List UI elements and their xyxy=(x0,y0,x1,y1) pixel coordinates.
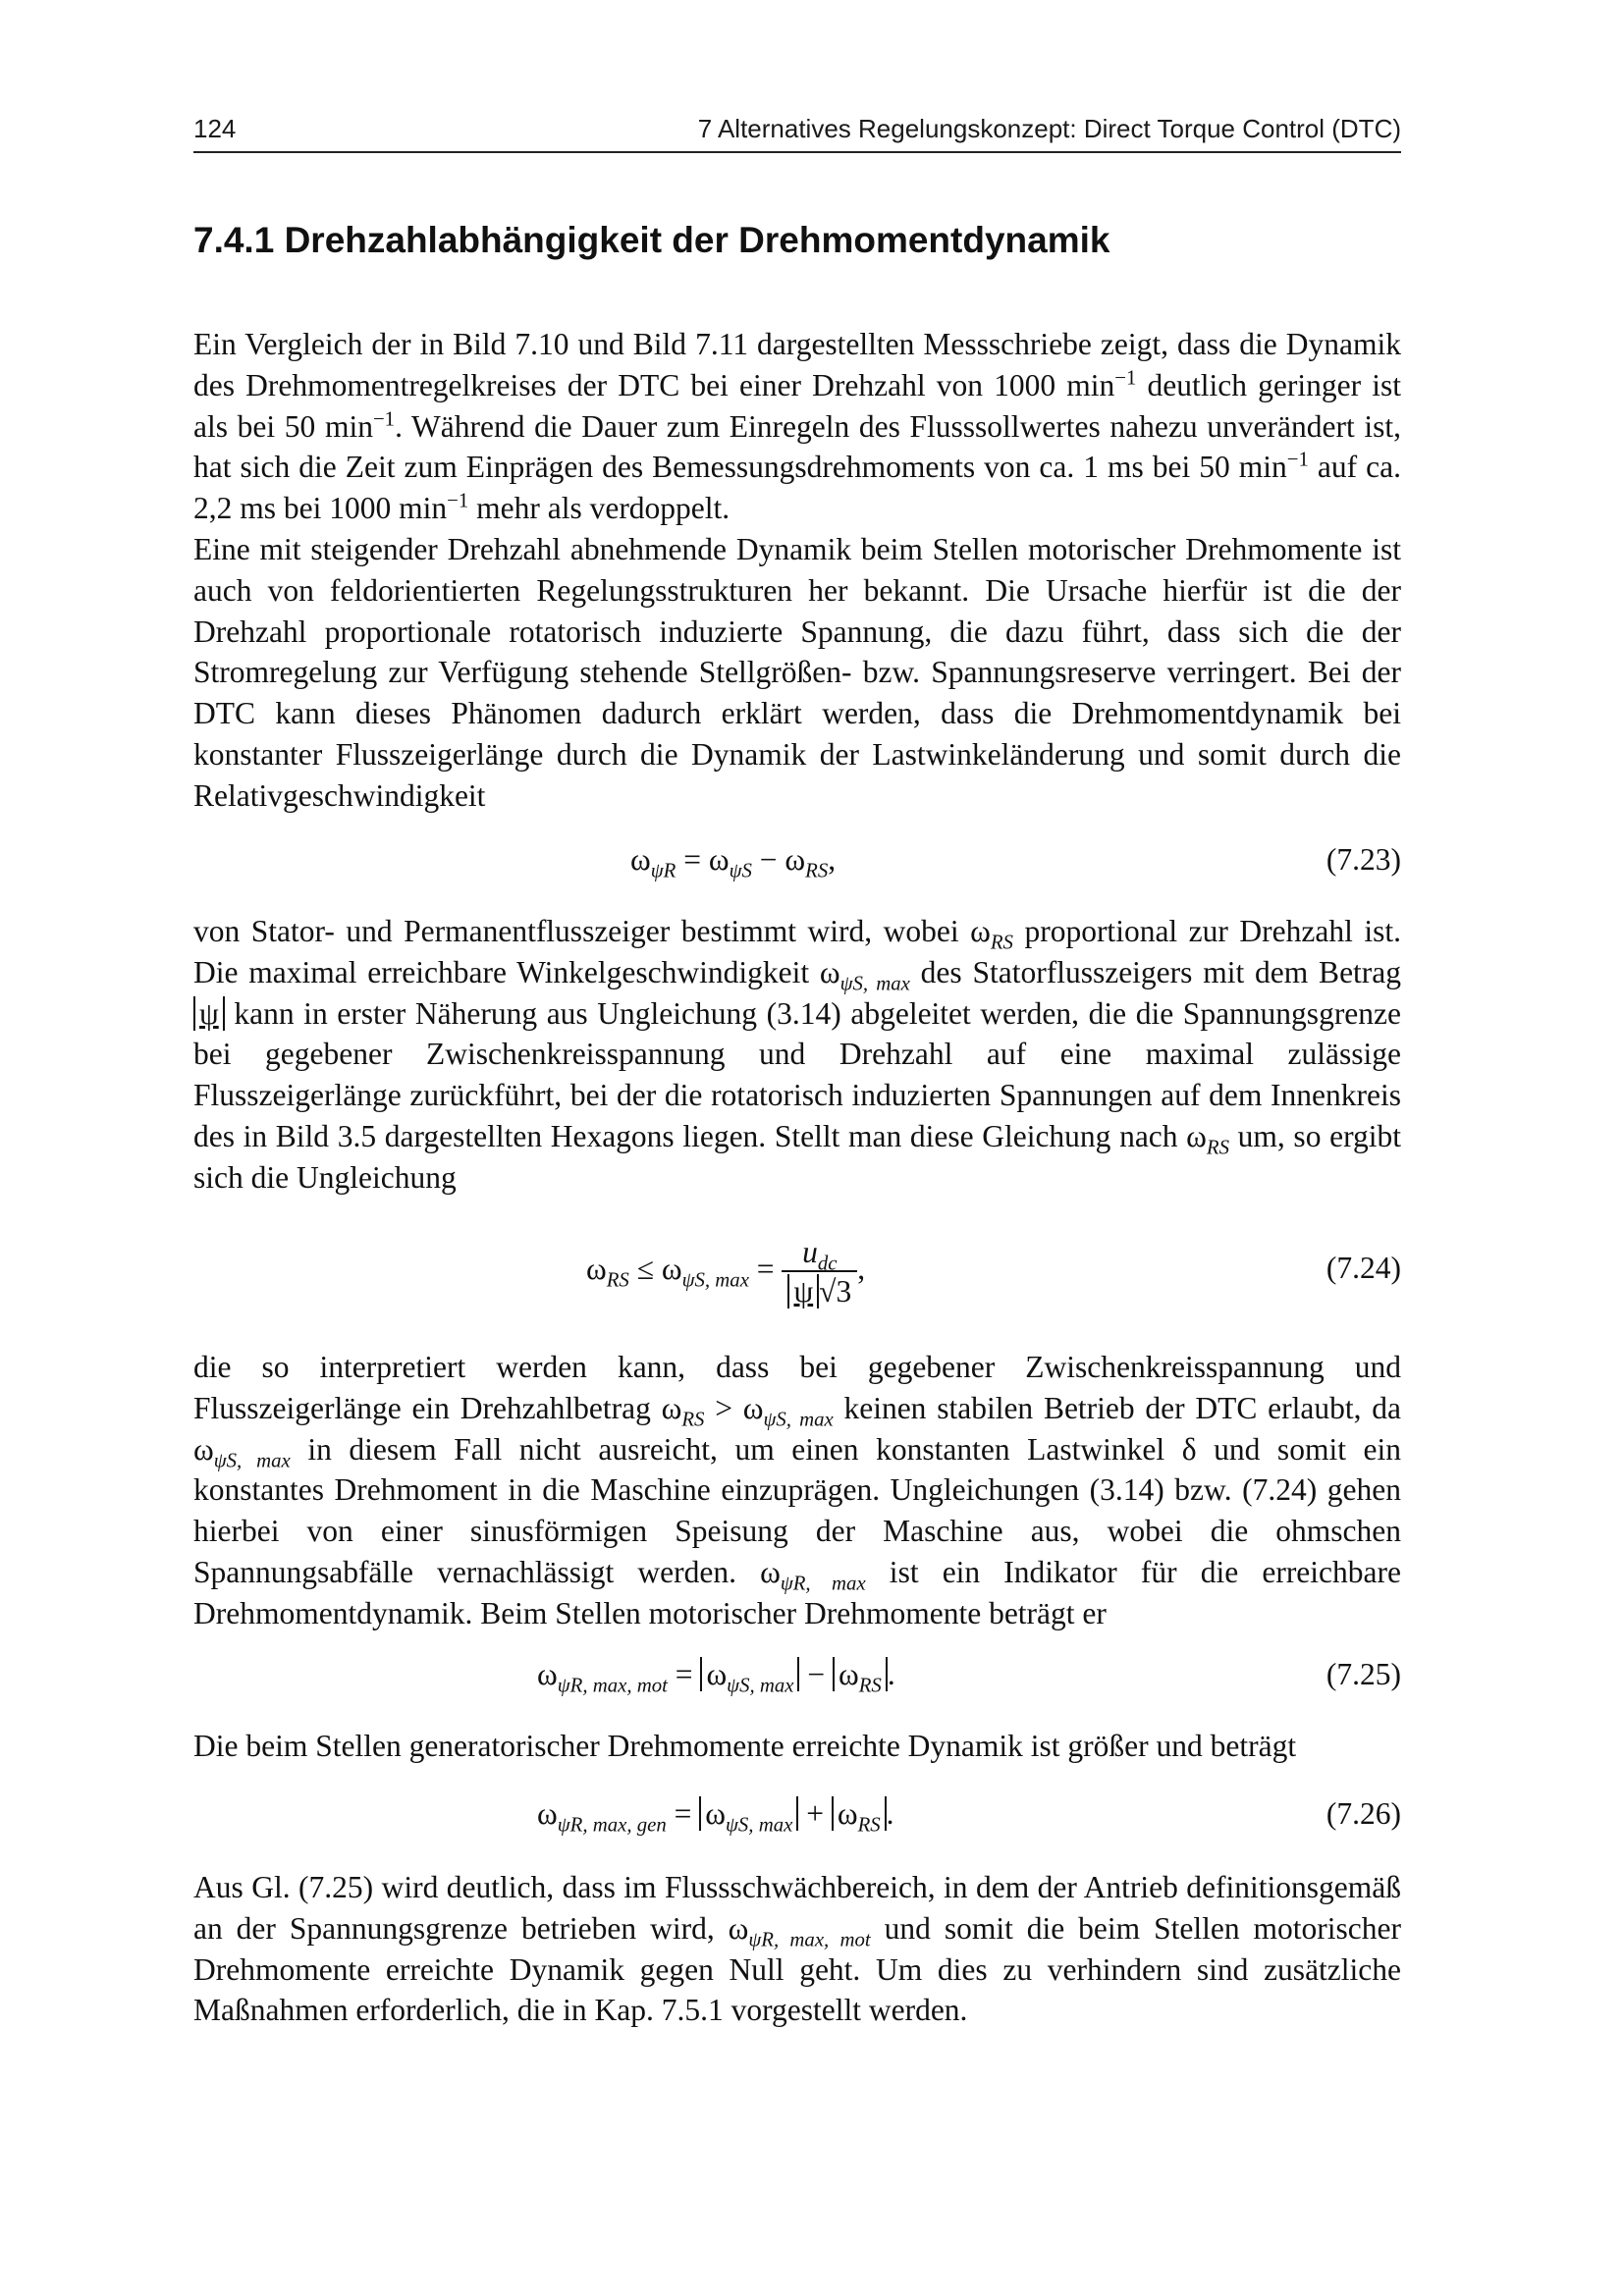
equation-number: (7.26) xyxy=(1325,1796,1401,1831)
page-number: 124 xyxy=(193,114,237,143)
equation-number: (7.23) xyxy=(1325,842,1401,877)
equation-7-24: $\omega_{RS} \le \omega_{\psi S, max}$ = $\frac{u_{dc}}{\psi √3}$ , (7.24) xyxy=(586,1235,1401,1308)
equation-7-25: $\omega_{\psi R, max, mot} = \omega_{\psi S, max} - \omega_{RS}$ . (7.25) xyxy=(537,1657,1401,1697)
paragraph-6: Aus Gl. (7.25) wird deutlich, dass im Flussschwächbereich, in dem der Antrieb definitionsgemäß an der Spannungsgrenze betrieben wird, $\omega_{\psi R, max, mot}$ und somit die beim Stellen motorischer Drehmomente erreichte Dynamik gegen Null geht. Um dies zu verhindern sind zusätzliche Maßnahmen erforderlich, die in Kap. 7.5.1 vorgestellt werden. xyxy=(193,1870,1401,2028)
paragraph-3: von Stator- und Permanentflusszeiger bestimmt wird, wobei $\omega_{RS}$ proportional zur Drehzahl ist. Die maximal erreichbare Winkelgeschwindigkeit $\omega_{\psi S, max}$ des Statorflusszeigers mit dem Betrag ψ kann in erster Näherung aus Ungleichung (3.14) abgeleitet werden, die die Spannungsgrenze bei gegebener Zwischenkreisspannung und Drehzahl auf eine maximal zulässige Flusszeigerlänge zurückführt, bei der die rotatorisch induzierten Spannungen auf dem Innenkreis des in Bild 3.5 dargestellten Hexagons liegen. Stellt man diese Gleichung nach $\omega_{RS}$ um, so ergibt sich die Ungleichung xyxy=(193,914,1402,1195)
body-block-1 xyxy=(193,324,1401,817)
equation-7-23: $\omega_{\psi R} = \omega_{\psi S} - \omega_{RS}$, (7.23) xyxy=(630,842,1401,882)
paragraph-2: Eine mit steigender Drehzahl abnehmende Dynamik beim Stellen motorischer Drehmomente ist auch von feldorientierten Regelungsstrukturen her bekannt. Die Ursache hierfür ist die der Drehzahl proportionale rotatorisch induzierte Spannung, die dazu führt, dass sich die der Stromregelung zur Verfügung stehende Stellgrößen- bzw. Spannungsreserve verringert. Bei der DTC kann dieses Phänomen dadurch erklärt werden, dass die Drehmomentdynamik bei konstanter Flusszeigerlänge durch die Dynamik der Lastwinkeländerung und somit durch die Relativgeschwindigkeit xyxy=(193,531,1401,813)
header-rule xyxy=(193,151,1401,153)
body-block-5 xyxy=(193,1867,1401,2031)
running-title: 7 Alternatives Regelungskonzept: Direct Torque Control (DTC) xyxy=(697,114,1401,143)
body-block-3 xyxy=(193,1347,1401,1634)
equation-7-26: $\omega_{\psi R, max, gen} = \omega_{\psi S, max} + \omega_{RS}$ . (7.26) xyxy=(537,1796,1401,1837)
equation-number: (7.24) xyxy=(1325,1251,1401,1285)
body-block-2 xyxy=(193,911,1401,1199)
equation-number: (7.25) xyxy=(1325,1657,1401,1691)
paragraph-4: die so interpretiert werden kann, dass bei gegebener Zwischenkreisspannung und Flusszeigerlänge ein Drehzahlbetrag $\omega_{RS} > \omega_{\psi S, max}$ keinen stabilen Betrieb der DTC erlaubt, da $\omega_{\psi S, max}$ in diesem Fall nicht ausreicht, um einen konstanten Lastwinkel δ und somit ein konstantes Drehmoment in die Maschine einzuprägen. Ungleichungen (3.14) bzw. (7.24) gehen hierbei von einer sinusförmigen Speisung der Maschine aus, wobei die ohmschen Spannungsabfälle vernachlässigt werden. $\omega_{\psi R, max}$ ist ein Indikator für die erreichbare Drehmomentdynamik. Beim Stellen motorischer Drehmomente beträgt er xyxy=(193,1350,1402,1630)
page-header xyxy=(193,114,1401,153)
body-block-4 xyxy=(193,1726,1401,1767)
paragraph-5: Die beim Stellen generatorischer Drehmomente erreichte Dynamik ist größer und beträgt xyxy=(193,1729,1297,1763)
fraction: $\frac{u_{dc}}{\psi √3}$ xyxy=(782,1235,857,1309)
paragraph-1: Ein Vergleich der in Bild 7.10 und Bild 7.11 dargestellten Messschriebe zeigt, dass die Dynamik des Drehmomentregelkreises der DTC bei einer Drehzahl von 1000 $\min^{-1}$ deutlich geringer ist als bei 50 $\min^{-1}$. Während die Dauer zum Einregeln des Flusssollwertes nahezu unverändert ist, hat sich die Zeit zum Einprägen des Bemessungsdrehmoments von ca. 1 ms bei 50 $\min^{-1}$ auf ca. 2,2 ms bei 1000 $\min^{-1}$ mehr als verdoppelt. xyxy=(193,327,1401,526)
section-heading: 7.4.1 Drehzahlabhängigkeit der Drehmomentdynamik xyxy=(193,220,1110,260)
